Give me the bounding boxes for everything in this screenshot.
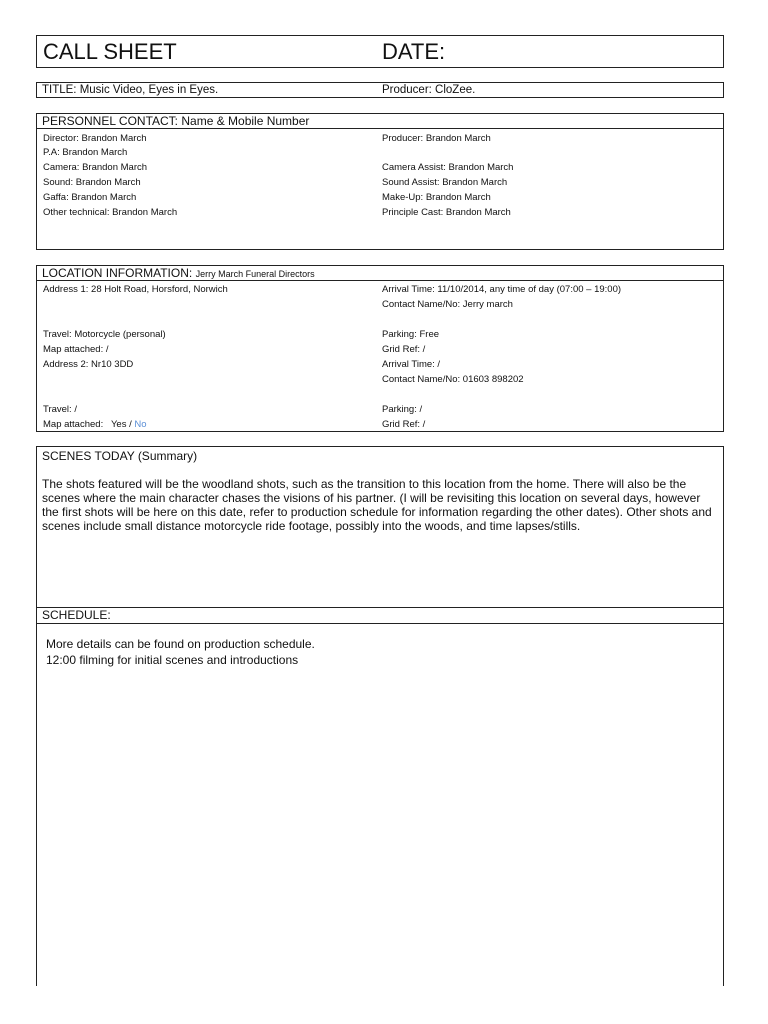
location-travel-1: Travel: Motorcycle (personal): [43, 329, 166, 340]
personnel-sound: Sound: Brandon March: [43, 177, 141, 188]
personnel-section: [36, 113, 724, 250]
video-title: TITLE: Music Video, Eyes in Eyes.: [42, 84, 219, 96]
location-travel-2: Travel: /: [43, 404, 77, 415]
location-grid-1: Grid Ref: /: [382, 344, 426, 355]
personnel-camera-assist: Camera Assist: Brandon March: [382, 162, 514, 173]
location-parking-1: Parking: Free: [382, 329, 440, 340]
location-parking-2: Parking: /: [382, 404, 423, 415]
personnel-other-technical: Other technical: Brandon March: [43, 207, 178, 218]
schedule-divider: [37, 607, 723, 608]
personnel-gaffa: Gaffa: Brandon March: [43, 192, 137, 203]
schedule-heading: SCHEDULE:: [42, 608, 111, 622]
location-heading-name: Jerry March Funeral Directors: [195, 269, 315, 279]
location-contact-2: Contact Name/No: 01603 898202: [382, 374, 524, 385]
scenes-heading: SCENES TODAY (Summary): [42, 449, 198, 463]
location-map-1: Map attached: /: [43, 344, 109, 355]
scenes-schedule-section: [36, 446, 724, 986]
personnel-pa: P.A: Brandon March: [43, 147, 128, 158]
location-heading-label: LOCATION INFORMATION:: [42, 266, 193, 280]
personnel-make-up: Make-Up: Brandon March: [382, 192, 491, 203]
schedule-divider-2: [37, 623, 723, 624]
location-contact-1: Contact Name/No: Jerry march: [382, 299, 513, 310]
schedule-line-1: More details can be found on production schedule.: [46, 637, 315, 651]
personnel-sound-assist: Sound Assist: Brandon March: [382, 177, 508, 188]
title-row: [36, 82, 724, 98]
location-map-2-no: No: [134, 419, 147, 430]
schedule-line-2: 12:00 filming for initial scenes and introductions: [46, 653, 299, 667]
location-address-1: Address 1: 28 Holt Road, Horsford, Norwich: [43, 284, 228, 295]
personnel-heading: PERSONNEL CONTACT: Name & Mobile Number: [37, 114, 723, 129]
date-label: DATE:: [382, 39, 446, 64]
producer-label: Producer: CloZee.: [382, 84, 476, 96]
location-section: [36, 265, 724, 432]
location-arrival-1: Arrival Time: 11/10/2014, any time of day (07:00 – 19:00): [382, 284, 622, 295]
location-grid-2: Grid Ref: /: [382, 419, 426, 430]
call-sheet-header: [36, 35, 724, 68]
location-map-2-label: Map attached: Yes /: [43, 419, 135, 430]
call-sheet-title: CALL SHEET: [43, 39, 177, 64]
personnel-director: Director: Brandon March: [43, 133, 147, 144]
location-map-2: [43, 419, 147, 430]
location-address-2: Address 2: Nr10 3DD: [43, 359, 134, 370]
location-arrival-2: Arrival Time: /: [382, 359, 441, 370]
personnel-principle-cast: Principle Cast: Brandon March: [382, 207, 511, 218]
personnel-camera: Camera: Brandon March: [43, 162, 148, 173]
scenes-summary: The shots featured will be the woodland shots, such as the transition to this location from the home. There will also be the scenes where the main character chases the visions of his partner. (I will be revisiting this location on several days, however the first shots will be here on this date, refer to production schedule for information regarding the other dates). Other shots and scenes include small distance motorcycle ride footage, possibly into the woods, and time lapses/stills.: [42, 477, 712, 533]
personnel-producer: Producer: Brandon March: [382, 133, 491, 144]
location-heading: [37, 266, 723, 281]
